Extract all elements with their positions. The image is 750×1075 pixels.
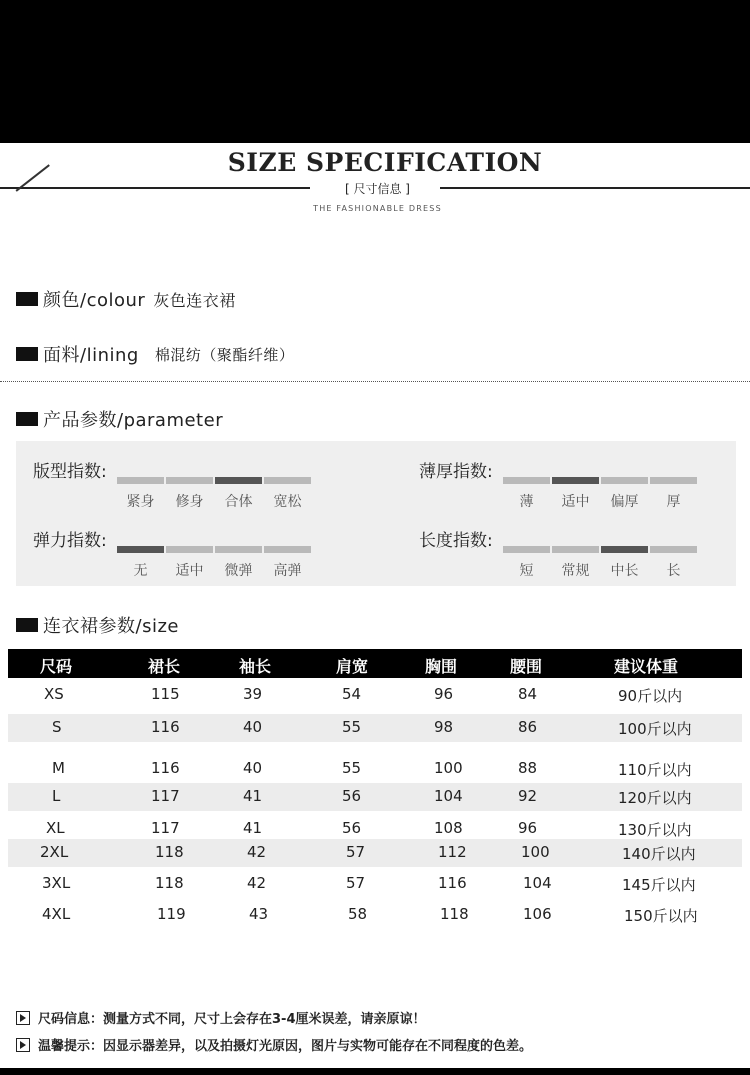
bar-segment [601, 477, 648, 484]
bar-segment [601, 546, 648, 553]
tagline: THE FASHIONABLE DRESS [313, 204, 442, 213]
square-bullet-icon [16, 618, 38, 632]
table-cell: 117 [151, 787, 180, 805]
table-cell: 42 [247, 843, 267, 861]
table-cell: 116 [151, 759, 180, 777]
table-cell: 116 [438, 874, 467, 892]
table-cell: 2XL [40, 843, 69, 861]
square-bullet-icon [16, 412, 38, 426]
title-rule-right [440, 187, 750, 189]
table-cell: 39 [243, 685, 263, 703]
bar-segment [650, 477, 697, 484]
table-cell: 150斤以内 [624, 907, 698, 925]
table-cell: 86 [518, 718, 538, 736]
column-header: 肩宽 [336, 657, 369, 676]
table-cell: 3XL [42, 874, 71, 892]
size-label: 连衣裙参数/size [43, 616, 179, 637]
table-cell: 110斤以内 [618, 761, 692, 779]
metric-option: 厚 [666, 494, 681, 510]
table-cell: 116 [151, 718, 180, 736]
table-cell: 56 [342, 787, 362, 805]
metric-options [117, 560, 311, 580]
table-cell: 57 [346, 874, 366, 892]
metric-options [503, 560, 697, 580]
metric-option: 中长 [610, 563, 639, 579]
metric-bar [117, 477, 311, 484]
table-cell: 100 [521, 843, 550, 861]
column-header: 袖长 [239, 657, 272, 676]
metric-label: 弹力指数: [33, 531, 107, 551]
table-cell: 115 [151, 685, 180, 703]
table-cell: 41 [243, 819, 263, 837]
table-cell: 104 [523, 874, 552, 892]
bar-segment [215, 477, 262, 484]
play-icon [16, 1011, 30, 1025]
note-text: 尺码信息：测量方式不同，尺寸上会存在3-4厘米误差，请亲原谅！ [38, 1012, 426, 1027]
table-cell: 42 [247, 874, 267, 892]
table-cell: XS [44, 685, 64, 703]
lining-row [16, 341, 294, 367]
colour-label: 颜色/colour [43, 290, 146, 311]
note-text: 温馨提示：因显示器差异，以及拍摄灯光原因，图片与实物可能存在不同程度的色差。 [38, 1039, 533, 1054]
top-black-band [0, 0, 750, 143]
metric-options [503, 491, 697, 511]
table-row [8, 783, 742, 811]
metric-option: 宽松 [273, 494, 302, 510]
parameter-heading [16, 406, 223, 432]
metric-option: 紧身 [126, 494, 155, 510]
table-cell: 58 [348, 905, 368, 923]
parameter-panel [16, 441, 736, 586]
table-cell: 40 [243, 718, 263, 736]
page-title: SIZE SPECIFICATION [227, 148, 543, 177]
table-cell: M [52, 759, 65, 777]
table-cell: 84 [518, 685, 538, 703]
play-icon [16, 1038, 30, 1052]
bar-segment [166, 477, 213, 484]
bar-segment [117, 546, 164, 553]
column-header: 腰围 [510, 657, 543, 676]
column-header: 尺码 [40, 657, 73, 676]
bar-segment [264, 546, 311, 553]
bottom-black-band [0, 1068, 750, 1075]
table-cell: 104 [434, 787, 463, 805]
table-row [8, 681, 742, 709]
metric-option: 无 [133, 563, 148, 579]
metric-options [117, 491, 311, 511]
table-row [8, 870, 742, 898]
bar-segment [166, 546, 213, 553]
table-cell: 96 [518, 819, 538, 837]
table-cell: 55 [342, 759, 362, 777]
size-table-header [8, 649, 742, 678]
table-cell: XL [46, 819, 65, 837]
metric-option: 常规 [561, 563, 590, 579]
table-cell: 108 [434, 819, 463, 837]
table-cell: 41 [243, 787, 263, 805]
table-cell: 100斤以内 [618, 720, 692, 738]
table-row [8, 839, 742, 867]
table-cell: 40 [243, 759, 263, 777]
metric-bar [503, 546, 697, 553]
title-rule-left [0, 187, 310, 189]
bar-segment [650, 546, 697, 553]
bar-segment [552, 477, 599, 484]
metric-option: 修身 [175, 494, 204, 510]
metric-option: 长 [666, 563, 681, 579]
colour-value: 灰色连衣裙 [153, 290, 236, 310]
bar-segment [264, 477, 311, 484]
metric-bar [503, 477, 697, 484]
table-cell: 43 [249, 905, 269, 923]
table-cell: 90斤以内 [618, 687, 683, 705]
square-bullet-icon [16, 347, 38, 361]
table-cell: 118 [440, 905, 469, 923]
table-cell: 4XL [42, 905, 71, 923]
metric-option: 薄 [519, 494, 534, 510]
parameter-label: 产品参数/parameter [43, 410, 224, 431]
table-cell: 119 [157, 905, 186, 923]
table-cell: L [52, 787, 61, 805]
metric-label: 长度指数: [419, 531, 493, 551]
table-row [8, 755, 742, 783]
section-divider [0, 381, 750, 382]
note-size-info [16, 1008, 426, 1027]
metric-option: 短 [519, 563, 534, 579]
metric-option: 偏厚 [610, 494, 639, 510]
bar-segment [552, 546, 599, 553]
table-cell: 55 [342, 718, 362, 736]
bar-segment [503, 477, 550, 484]
lining-value: 棉混纺（聚酯纤维） [154, 345, 295, 364]
note-color-tip [16, 1035, 532, 1054]
metric-label: 版型指数: [33, 462, 107, 482]
table-cell: 118 [155, 843, 184, 861]
table-cell: 88 [518, 759, 538, 777]
page-subtitle: [ 尺寸信息 ] [345, 182, 410, 196]
metric-option: 高弹 [273, 563, 302, 579]
table-cell: 100 [434, 759, 463, 777]
metric-option: 适中 [561, 494, 590, 510]
table-cell: 92 [518, 787, 538, 805]
bar-segment [117, 477, 164, 484]
table-row [8, 714, 742, 742]
colour-row [16, 286, 236, 312]
metric-option: 合体 [224, 494, 253, 510]
table-cell: 96 [434, 685, 454, 703]
column-header: 建议体重 [614, 657, 679, 676]
size-heading [16, 612, 179, 638]
table-cell: 130斤以内 [618, 821, 692, 839]
square-bullet-icon [16, 292, 38, 306]
table-cell: 98 [434, 718, 454, 736]
column-header: 裙长 [148, 657, 181, 676]
table-row [8, 901, 742, 929]
lining-label: 面料/lining [43, 345, 139, 366]
table-cell: 112 [438, 843, 467, 861]
table-cell: 56 [342, 819, 362, 837]
table-cell: 118 [155, 874, 184, 892]
metric-bar [117, 546, 311, 553]
bar-segment [215, 546, 262, 553]
table-cell: 57 [346, 843, 366, 861]
table-cell: 140斤以内 [622, 845, 696, 863]
bar-segment [503, 546, 550, 553]
table-cell: 145斤以内 [622, 876, 696, 894]
metric-option: 适中 [175, 563, 204, 579]
table-cell: 120斤以内 [618, 789, 692, 807]
table-cell: 117 [151, 819, 180, 837]
metric-option: 微弹 [224, 563, 253, 579]
table-cell: S [52, 718, 62, 736]
metric-label: 薄厚指数: [419, 462, 493, 482]
table-cell: 54 [342, 685, 362, 703]
column-header: 胸围 [425, 657, 458, 676]
table-cell: 106 [523, 905, 552, 923]
